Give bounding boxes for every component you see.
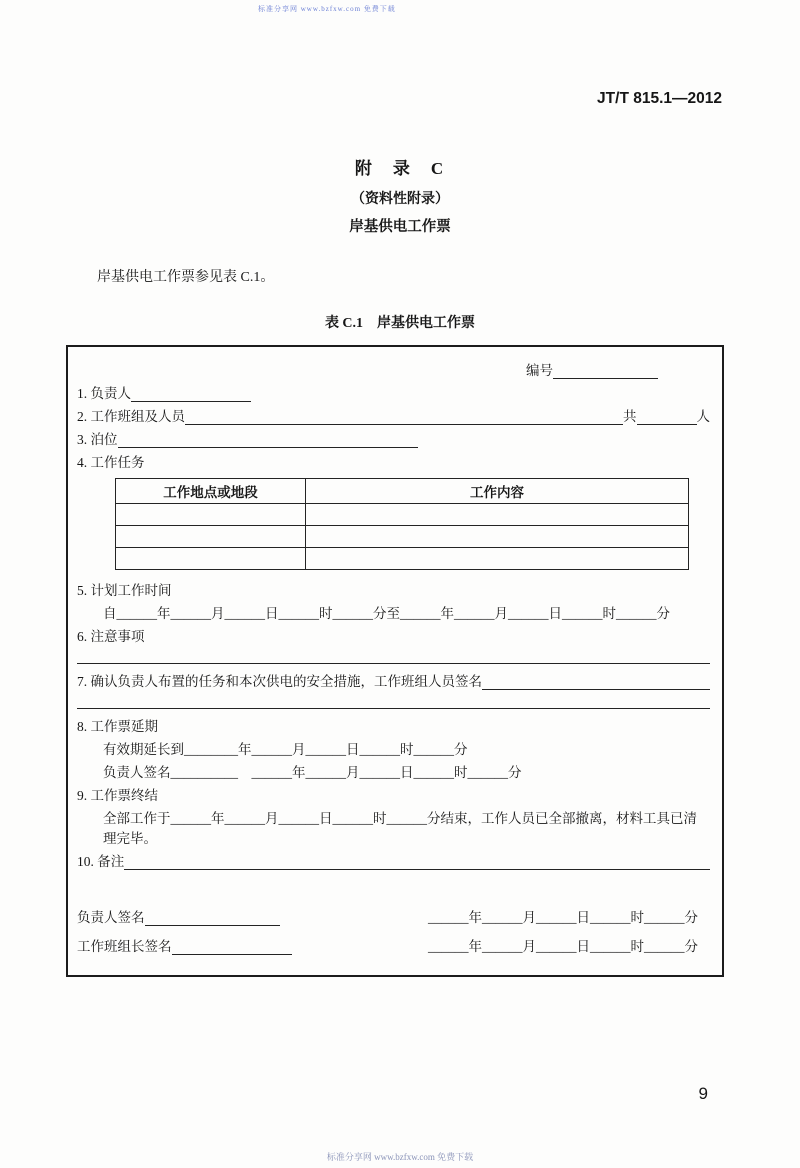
item8-label: 8. 工作票延期 — [77, 719, 158, 734]
item10-blank-line — [124, 855, 710, 870]
item9-label: 9. 工作票终结 — [77, 788, 158, 803]
appendix-subtitle: （资料性附录） — [351, 192, 449, 207]
item1-blank-line — [131, 387, 251, 402]
item3-label: 3. 泊位 — [77, 432, 118, 447]
task-table-empty-row — [116, 548, 689, 570]
page-number: 9 — [698, 1084, 708, 1103]
item2-blank-line — [185, 410, 623, 425]
task-col-content: 工作内容 — [306, 479, 689, 504]
foreman-signature-row — [77, 935, 710, 955]
leader-signature-row — [77, 906, 710, 926]
item8-extension-row — [103, 738, 710, 758]
item10-row — [77, 850, 710, 870]
item2-row — [77, 405, 710, 425]
item8-signature-line: 负责人签名__________ ______年______月______日______时______分 — [103, 765, 522, 780]
item5-time-line: 自______年______月______日______时______分至______年______月______日______时______分 — [103, 606, 670, 621]
item1-row — [77, 382, 710, 402]
item2-count-blank-line — [637, 410, 697, 425]
serial-blank-line — [553, 364, 658, 379]
appendix-title: 附 录 C — [354, 159, 446, 178]
item2-label: 2. 工作班组及人员 — [77, 409, 185, 424]
foreman-signature-blank-line — [172, 940, 292, 955]
intro-paragraph: 岸基供电工作票参见表 C.1。 — [97, 270, 275, 285]
task-table-header-row — [116, 479, 689, 504]
item5-label: 5. 计划工作时间 — [77, 583, 172, 598]
item4-row — [77, 451, 710, 471]
task-table — [115, 478, 689, 570]
serial-label: 编号 — [526, 363, 553, 378]
item6-label: 6. 注意事项 — [77, 629, 145, 644]
work-ticket-form — [66, 345, 724, 977]
item8-row — [77, 715, 710, 735]
item4-label: 4. 工作任务 — [77, 455, 145, 470]
appendix-heading — [0, 154, 800, 236]
leader-signature-date-line: ______年______月______日______时______分 — [428, 910, 698, 925]
item1-label: 1. 负责人 — [77, 386, 131, 401]
table-caption: 表 C.1 岸基供电工作票 — [324, 316, 476, 331]
watermark-bottom: 标准分享网 www.bzfxw.com 免费下载 — [326, 1152, 474, 1162]
item5-time-row — [103, 602, 710, 622]
task-cell-content — [306, 504, 689, 526]
standard-number: JT/T 815.1—2012 — [597, 90, 722, 107]
leader-signature-blank-line — [145, 911, 280, 926]
leader-signature-label: 负责人签名 — [77, 910, 145, 925]
item8-extension-line: 有效期延长到________年______月______日______时______分 — [103, 742, 468, 757]
item7-blank-line — [77, 693, 710, 709]
task-cell-location — [116, 526, 306, 548]
task-cell-content — [306, 526, 689, 548]
signature-block — [77, 906, 710, 955]
item3-row — [77, 428, 710, 448]
item2-total-label: 共 — [623, 409, 637, 424]
item7-row — [77, 670, 710, 690]
item3-blank-line — [118, 433, 418, 448]
task-cell-location — [116, 548, 306, 570]
item5-row — [77, 579, 710, 599]
task-table-empty-row — [116, 526, 689, 548]
item9-completion-row — [103, 807, 710, 847]
appendix-name: 岸基供电工作票 — [349, 219, 451, 235]
item9-row — [77, 784, 710, 804]
item6-blank-line — [77, 648, 710, 664]
item2-unit-label: 人 — [696, 409, 710, 424]
watermark-top: 标准分享网 www.bzfxw.com 免费下载 — [258, 5, 396, 13]
serial-row — [77, 359, 710, 379]
task-table-empty-row — [116, 504, 689, 526]
item7-label: 7. 确认负责人布置的任务和本次供电的安全措施，工作班组人员签名 — [77, 674, 482, 689]
item8-signature-row — [103, 761, 710, 781]
foreman-signature-date-line: ______年______月______日______时______分 — [428, 939, 698, 954]
task-cell-content — [306, 548, 689, 570]
item9-completion-line: 全部工作于______年______月______日______时______分结束，工作人员已全部撤离，材料工具已清理完毕。 — [103, 811, 697, 846]
foreman-signature-label: 工作班组长签名 — [77, 939, 172, 954]
item7-signature-blank-line — [482, 675, 710, 690]
task-col-location: 工作地点或地段 — [116, 479, 306, 504]
item6-row — [77, 625, 710, 645]
task-cell-location — [116, 504, 306, 526]
item10-label: 10. 备注 — [77, 854, 125, 869]
